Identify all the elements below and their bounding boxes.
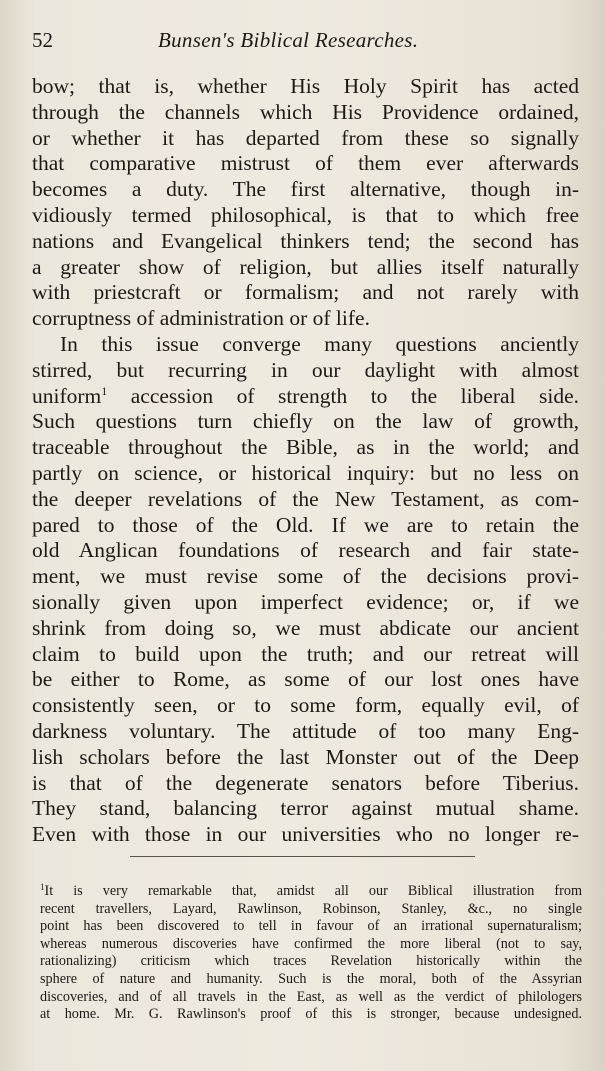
- footnote-line: point has been discovered to tell in favour of an irrational supernaturalism;: [40, 918, 582, 935]
- text-fragment: accession of strength to the liberal side.: [107, 383, 579, 408]
- text-line: bow; that is, whether His Holy Spirit has acted: [32, 74, 579, 98]
- footnote-marker: 1: [40, 882, 45, 892]
- text-fragment: uniform: [32, 383, 102, 408]
- text-line: claim to build upon the truth; and our retreat will: [32, 641, 579, 666]
- text-line: becomes a duty. The first alternative, though in-: [32, 177, 579, 202]
- running-title: Bunsen's Biblical Researches.: [158, 28, 419, 52]
- text-line: lish scholars before the last Monster out of the Deep: [32, 744, 579, 769]
- text-line: partly on science, or historical inquiry: but no less on: [32, 460, 579, 485]
- footnote-divider: [130, 856, 475, 857]
- main-text: [32, 74, 579, 848]
- text-line: the deeper revelations of the New Testament, as com-: [32, 486, 579, 511]
- footnote-line: whereas numerous discoveries have confirmed the more liberal (not to say,: [40, 935, 582, 952]
- footnote-text: It is very remarkable that, amidst all our Biblical illustration from: [44, 883, 582, 899]
- text-line: stirred, but recurring in our daylight with almost: [32, 357, 579, 382]
- text-line: pared to those of the Old. If we are to retain the: [32, 512, 579, 537]
- text-line: darkness voluntary. The attitude of too many Eng-: [32, 718, 579, 743]
- text-line: traceable throughout the Bible, as in the world; and: [32, 435, 579, 460]
- text-line: nations and Evangelical thinkers tend; the second has: [32, 228, 579, 253]
- footnote-line: at home. Mr. G. Rawlinson's proof of this is stronger, because undesigned.: [40, 1006, 582, 1023]
- footnote: [40, 883, 582, 1024]
- text-line: shrink from doing so, we must abdicate our ancient: [32, 615, 579, 640]
- text-line-with-footnote-ref: [32, 384, 579, 410]
- text-line: ment, we must revise some of the decisions provi-: [32, 564, 579, 589]
- text-line: a greater show of religion, but allies itself naturally: [32, 254, 579, 279]
- text-line: corruptness of administration or of life.: [32, 306, 370, 331]
- footnote-line: [20, 883, 582, 901]
- text-line: be either to Rome, as some of our lost ones have: [32, 667, 579, 692]
- text-line: with priestcraft or formalism; and not rarely with: [32, 280, 579, 305]
- text-line: sionally given upon imperfect evidence; or, if we: [32, 589, 579, 614]
- footnote-line: rationalizing) criticism which traces Revelation historically within the: [40, 953, 582, 970]
- page-header: [32, 28, 565, 56]
- text-line: Such questions turn chiefly on the law of growth,: [32, 409, 579, 434]
- text-line: or whether it has departed from these so signally: [32, 125, 579, 150]
- footnote-line: discoveries, and of all travels in the East, as well as the verdict of philologers: [40, 988, 582, 1005]
- page-number: 52: [32, 28, 53, 52]
- text-line: is that of the degenerate senators before Tiberius.: [32, 770, 579, 795]
- text-line: Even with those in our universities who no longer re-: [32, 822, 579, 847]
- text-line: In this issue converge many questions anciently: [60, 331, 579, 356]
- text-line: vidiously termed philosophical, is that to which free: [32, 202, 579, 227]
- text-line: old Anglican foundations of research and fair state-: [32, 538, 579, 563]
- text-line: consistently seen, or to some form, equally evil, of: [32, 693, 579, 718]
- text-line: through the channels which His Providence ordained,: [32, 99, 579, 124]
- text-line: that comparative mistrust of them ever afterwards: [32, 151, 579, 176]
- text-line: They stand, balancing terror against mutual shame.: [32, 796, 579, 821]
- footnote-line: sphere of nature and humanity. Such is the moral, both of the Assyrian: [40, 970, 582, 987]
- footnote-reference: 1: [101, 383, 108, 398]
- footnote-line: recent travellers, Layard, Rawlinson, Robinson, Stanley, &c., no single: [40, 900, 582, 917]
